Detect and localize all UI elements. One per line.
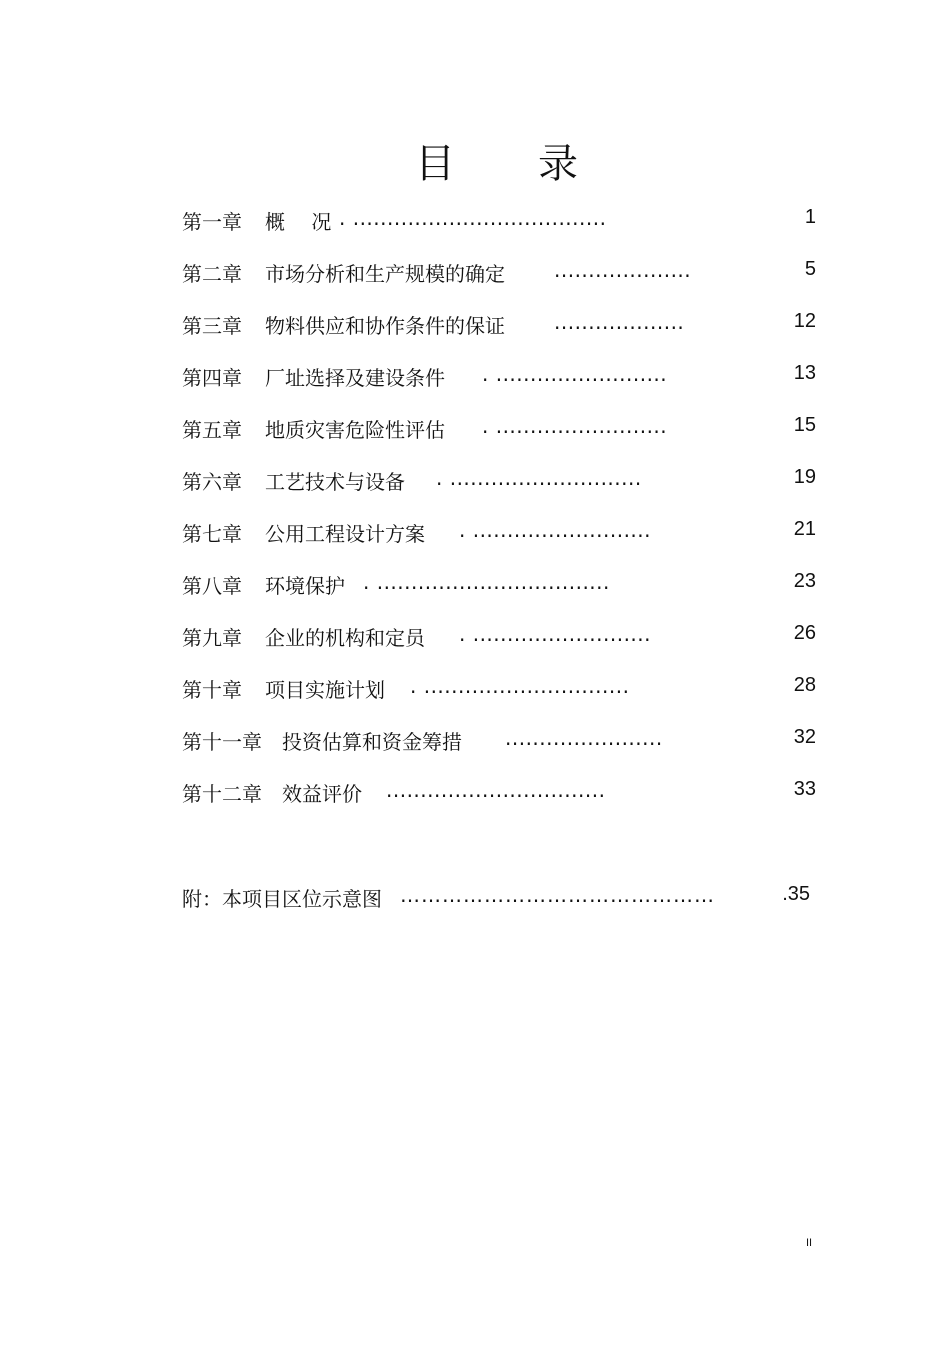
page-number: II: [806, 1237, 813, 1249]
toc-entry-5[interactable]: [182, 414, 816, 444]
toc-name: 概 况: [265, 210, 332, 234]
toc-chapter: 第四章: [182, 366, 242, 390]
toc-page: 26: [793, 622, 816, 644]
appendix-label: 附：本项目区位示意图: [182, 887, 382, 911]
toc-page: 23: [793, 570, 816, 592]
toc-page: 5: [804, 258, 816, 280]
toc-leader: . ............................: [436, 466, 642, 490]
toc-page: 12: [793, 310, 816, 332]
toc-entry-2[interactable]: [182, 258, 816, 288]
toc-leader: . ..........................: [459, 518, 652, 542]
toc-chapter: 第五章: [182, 418, 242, 442]
toc-leader: ....................: [554, 258, 692, 282]
toc-name: 投资估算和资金筹措: [282, 730, 462, 754]
toc-leader: . ..................................: [363, 570, 610, 594]
toc-leader: . ..........................: [459, 622, 652, 646]
toc-chapter: 第十一章: [182, 730, 262, 754]
toc-leader: ...................: [554, 310, 685, 334]
appendix-leader: ………………………………………: [400, 883, 715, 907]
toc-chapter: 第十章: [182, 678, 242, 702]
toc-chapter: 第一章: [182, 210, 242, 234]
toc-name: 市场分析和生产规模的确定: [265, 262, 505, 286]
toc-leader: . .....................................: [339, 206, 607, 230]
toc-entry-6[interactable]: [182, 466, 816, 496]
toc-page: 19: [793, 466, 816, 488]
toc-page: 28: [793, 674, 816, 696]
toc-chapter: 第九章: [182, 626, 242, 650]
toc-name: 工艺技术与设备: [265, 470, 405, 494]
toc-entry-10[interactable]: [182, 674, 816, 704]
toc-entry-9[interactable]: [182, 622, 816, 652]
title-char-2: 录: [538, 141, 578, 187]
toc-entry-1[interactable]: [182, 206, 816, 236]
toc-name: 物料供应和协作条件的保证: [265, 314, 505, 338]
toc-page: 1: [804, 206, 816, 228]
toc-name: 效益评价: [282, 782, 362, 806]
toc-name: 项目实施计划: [265, 678, 385, 702]
toc-chapter: 第七章: [182, 522, 242, 546]
toc-page: 13: [793, 362, 816, 384]
toc-leader: . ..............................: [410, 674, 630, 698]
toc-leader: . .........................: [482, 414, 668, 438]
toc-entry-4[interactable]: [182, 362, 816, 392]
toc-name: 环境保护: [265, 574, 345, 598]
toc-chapter: 第六章: [182, 470, 242, 494]
toc-entry-11[interactable]: [182, 726, 816, 756]
toc-name: 企业的机构和定员: [265, 626, 425, 650]
toc-chapter: 第三章: [182, 314, 242, 338]
toc-name: 公用工程设计方案: [265, 522, 425, 546]
toc-page: 33: [793, 778, 816, 800]
toc-leader: .......................: [505, 726, 663, 750]
toc-entry-12[interactable]: [182, 778, 816, 808]
appendix-page: .35: [782, 883, 810, 905]
toc-chapter: 第八章: [182, 574, 242, 598]
toc-name: 厂址选择及建设条件: [265, 366, 445, 390]
toc-entry-7[interactable]: [182, 518, 816, 548]
toc-page: 15: [793, 414, 816, 436]
toc-entry-3[interactable]: [182, 310, 816, 340]
appendix-entry[interactable]: [182, 883, 812, 912]
toc-leader: ................................: [386, 778, 606, 802]
toc-name: 地质灾害危险性评估: [265, 418, 445, 442]
toc-page: 32: [793, 726, 816, 748]
toc-chapter: 第二章: [182, 262, 242, 286]
toc-page: 21: [793, 518, 816, 540]
title-char-1: 目: [415, 141, 455, 187]
toc-chapter: 第十二章: [182, 782, 262, 806]
toc-leader: . .........................: [482, 362, 668, 386]
toc-entry-8[interactable]: [182, 570, 816, 600]
